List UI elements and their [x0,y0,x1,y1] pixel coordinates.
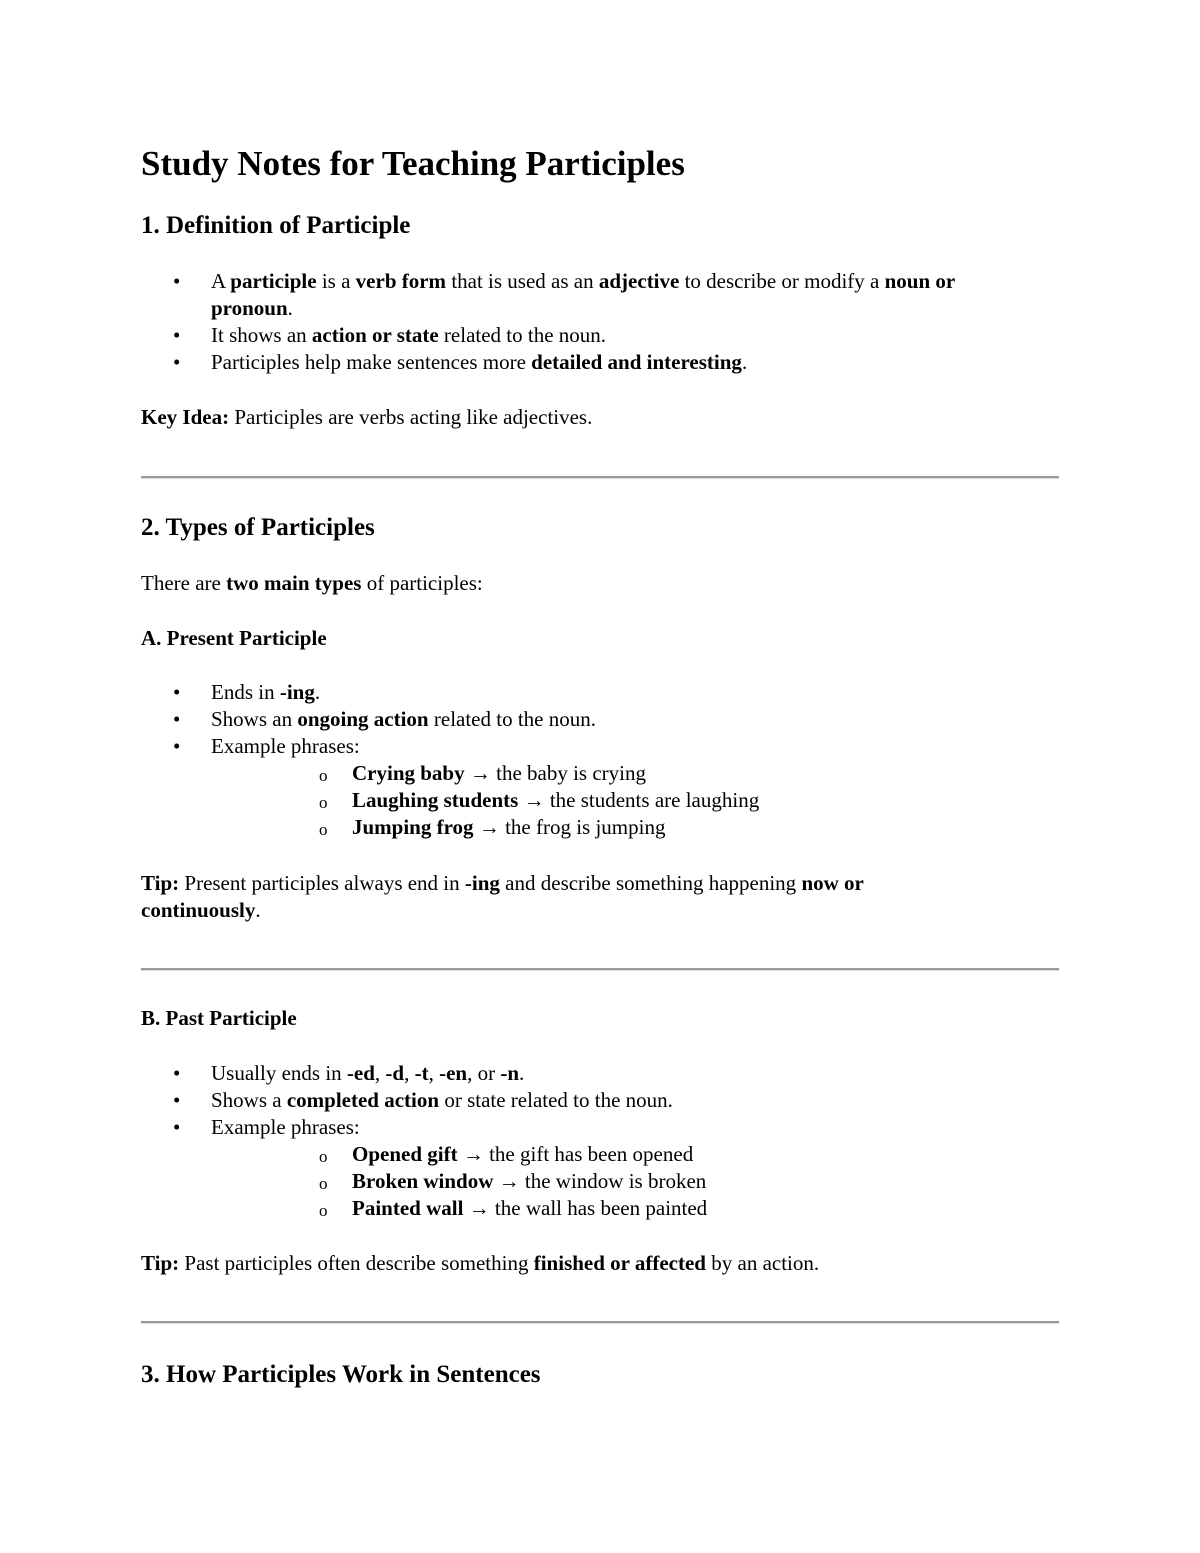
example-item: o Crying baby → the baby is crying [211,760,759,787]
example-item: o Jumping frog → the frog is jumping [211,814,759,841]
present-participle-list [141,679,759,841]
divider [141,968,1059,971]
tip-label: Tip: [141,871,180,895]
list-item: • A participle is a verb form that is used as an adjective to describe or modify a noun or pronoun. [141,268,955,322]
list-item: • Example phrases: o Opened gift → the gift has been opened o Broken window → the window is broken o Painted wall → the wall has been painted [141,1114,707,1222]
list-item: • Shows an ongoing action related to the noun. [141,706,759,733]
list-item: • Participles help make sentences more detailed and interesting. [141,349,955,376]
divider [141,476,1059,479]
example-item: o Painted wall → the wall has been painted [211,1195,707,1222]
page-title: Study Notes for Teaching Participles [141,144,685,183]
list-item: • Example phrases: o Crying baby → the baby is crying o Laughing students → the students are laughing o Jumping frog → the frog is jumping [141,733,759,841]
section-1-heading: 1. Definition of Participle [141,212,411,239]
example-item: o Laughing students → the students are laughing [211,787,759,814]
past-example-list [211,1141,707,1222]
past-tip: Tip: Past participles often describe something finished or affected by an action. [141,1251,820,1275]
past-participle-heading: B. Past Participle [141,1006,297,1030]
definition-list [141,268,955,376]
past-participle-list [141,1060,707,1222]
tip-label: Tip: [141,1251,180,1275]
list-item: • It shows an action or state related to the noun. [141,322,955,349]
section-2-heading: 2. Types of Participles [141,514,375,541]
list-item: • Shows a completed action or state related to the noun. [141,1087,707,1114]
present-participle-heading: A. Present Participle [141,626,327,650]
list-item: • Ends in -ing. [141,679,759,706]
example-item: o Opened gift → the gift has been opened [211,1141,707,1168]
key-idea: Key Idea: Participles are verbs acting like adjectives. [141,405,593,429]
list-item: • Usually ends in -ed, -d, -t, -en, or -n. [141,1060,707,1087]
present-tip: Tip: Present participles always end in -ing and describe something happening now or continuously. [141,871,864,922]
types-intro: There are two main types of participles: [141,571,483,595]
section-3-heading: 3. How Participles Work in Sentences [141,1361,541,1388]
key-idea-label: Key Idea: [141,405,230,429]
divider [141,1321,1059,1324]
example-item: o Broken window → the window is broken [211,1168,707,1195]
present-example-list [211,760,759,841]
